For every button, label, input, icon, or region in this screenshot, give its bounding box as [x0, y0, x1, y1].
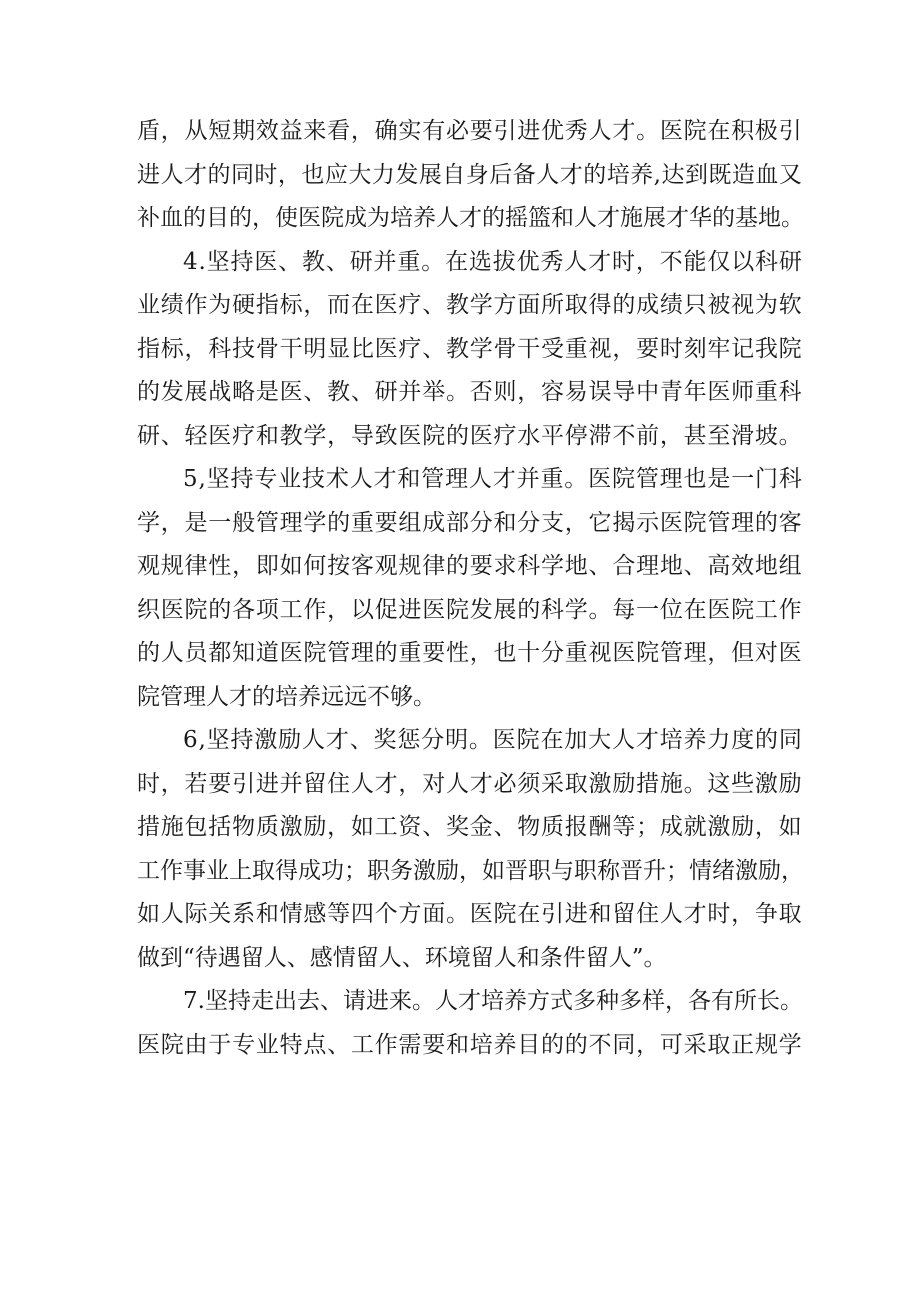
paragraph-item-4 — [137, 241, 802, 459]
text-line: 6 , 坚 持 激 励 人 才 、 奖 惩 分 明 。 医 院 在 加 大 人 才 培 养 力 度 的 同 — [183, 727, 802, 753]
text-line: 织 医 院 的 各 项 工 作 ， 以 促 进 医 院 发 展 的 科 学 。 每 一 位 在 医 院 工 作 — [137, 596, 802, 623]
text-line: 做到“待遇留人、感情留人、环境留人和条件留人”。 — [137, 944, 667, 971]
text-line: 院管理人才的培养远远不够。 — [137, 683, 436, 710]
text-line: 进 人 才 的 同 时 ， 也 应 大 力 发 展 自 身 后 备 人 才 的 培 养 , 达 到 既 造 血 又 — [137, 161, 802, 188]
text-line: 学 ， 是 一 般 管 理 学 的 重 要 组 成 部 分 和 分 支 ， 它 揭 示 医 院 管 理 的 客 — [137, 509, 802, 536]
text-line: 业 绩 作 为 硬 指 标 ， 而 在 医 疗 、 教 学 方 面 所 取 得 的 成 绩 只 被 视 为 软 — [137, 292, 802, 318]
text-line: 时 ， 若 要 引 进 并 留 住 人 才 ， 对 人 才 必 须 采 取 激 励 措 施 。 这 些 激 励 — [137, 770, 802, 797]
text-line: 补 血 的 目 的 ， 使 医 院 成 为 培 养 人 才 的 摇 篮 和 人 才 施 展 才 华 的 基 地 。 — [137, 205, 804, 231]
paragraph-item-6 — [137, 719, 802, 980]
text-line: 5 , 坚 持 专 业 技 术 人 才 和 管 理 人 才 并 重 。 医 院 管 理 也 是 一 门 科 — [183, 466, 802, 492]
text-line: 4 . 坚 持 医 、 教 、 研 并 重 。 在 选 拔 优 秀 人 才 时 ， 不 能 仅 以 科 研 — [183, 248, 802, 275]
text-line: 观 规 律 性 ， 即 如 何 按 客 观 规 律 的 要 求 科 学 地 、 合 理 地 、 高 效 地 组 — [137, 553, 802, 579]
text-line: 医 院 由 于 专 业 特 点 、 工 作 需 要 和 培 养 目 的 的 不 同 ， 可 采 取 正 规 学 — [137, 1031, 802, 1058]
document-page — [137, 110, 802, 1067]
text-line: 的 人 员 都 知 道 医 院 管 理 的 重 要 性 ， 也 十 分 重 视 医 院 管 理 ， 但 对 医 — [137, 640, 802, 666]
paragraph-item-5 — [137, 458, 802, 719]
text-line: 盾 ， 从 短 期 效 益 来 看 ， 确 实 有 必 要 引 进 优 秀 人 才 。 医 院 在 积 极 引 — [137, 118, 802, 144]
text-line: 的 发 展 战 略 是 医 、 教 、 研 并 举 。 否 则 ， 容 易 误 导 中 青 年 医 师 重 科 — [137, 379, 802, 405]
paragraph-item-7 — [137, 980, 802, 1067]
text-line: 研 、 轻 医 疗 和 教 学 ， 导 致 医 院 的 医 疗 水 平 停 滞 不 前 ， 甚 至 滑 坡 。 — [137, 422, 802, 449]
text-line: 7 . 坚 持 走 出 去 、 请 进 来 。 人 才 培 养 方 式 多 种 多 样 ， 各 有 所 长 。 — [183, 988, 803, 1014]
text-line: 如 人 际 关 系 和 情 感 等 四 个 方 面 。 医 院 在 引 进 和 留 住 人 才 时 ， 争 取 — [137, 901, 802, 927]
paragraph-continuation — [137, 110, 802, 241]
text-line: 工 作 事 业 上 取 得 成 功 ； 职 务 激 励 ， 如 晋 职 与 职 称 晋 升 ； 情 绪 激 励 ， — [137, 857, 804, 884]
text-line: 措 施 包 括 物 质 激 励 ， 如 工 资 、 奖 金 、 物 质 报 酬 等 ； 成 就 激 励 ， 如 — [137, 814, 802, 840]
text-line: 指 标 ， 科 技 骨 干 明 显 比 医 疗 、 教 学 骨 干 受 重 视 ， 要 时 刻 牢 记 我 院 — [137, 335, 802, 362]
